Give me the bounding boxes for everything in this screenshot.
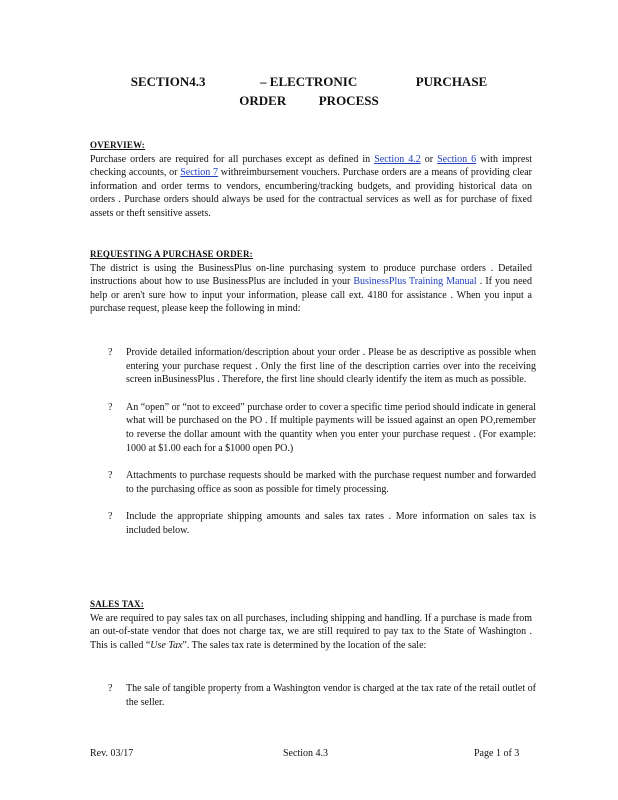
document-title-line1 — [0, 74, 618, 90]
overview-text-4: withreimbursement vouchers. Purchase orders are a means of providing clear information and order terms to vendors, encumbering/tracking budgets, and providing historical data on orders . Purchase orders should always be used for the contractual services as well as for purchase of fixed assets or theft sensitive assets. — [90, 167, 533, 219]
requesting-text-2: . If you need help or aren't sure how to input your information, please call ext. 4180 for assistance . When you input a purchase request, please keep the following in mind: — [90, 276, 532, 315]
bullet-text: Include the appropriate shipping amounts and sales tax rates . More information on sales tax is included below. — [126, 511, 536, 536]
requesting-heading: REQUESTING A PURCHASE ORDER: — [90, 249, 253, 259]
sales-tax-text-1: We are required to pay sales tax on all purchases, including shipping and handling. If a purchase is made from an out-of-state vendor that does not charge tax, we are still required to pay tax to the State of Washington . This is called “ — [90, 612, 532, 651]
title-section-number: SECTION4.3 — [130, 74, 206, 89]
footer-revision: Rev. 03/17 — [90, 748, 134, 759]
overview-text-2: or — [420, 153, 438, 165]
footer-section: Section 4.3 — [283, 748, 328, 759]
requesting-bullet-list — [108, 346, 536, 552]
overview-section — [90, 139, 532, 221]
footer-page-number: Page 1 of 3 — [474, 748, 520, 759]
bullet-marker: ? — [108, 401, 113, 413]
list-item — [108, 346, 536, 387]
sales-tax-section — [90, 598, 532, 652]
bullet-text: The sale of tangible property from a Washington vendor is charged at the tax rate of the retail outlet of the seller. — [126, 683, 536, 708]
list-item — [108, 682, 536, 709]
bullet-text: An “open” or “not to exceed” purchase order to cover a specific time period should indicate in general what will be purchased on the PO . If multiple payments will be issued against an open PO,remember to reverse the dollar amount with the quantity when you enter your purchase request . (For example: 1000 at $1.00 each for a $1000 open PO.) — [126, 401, 536, 454]
sales-tax-bullet-list — [108, 682, 536, 723]
document-title-line2 — [0, 93, 618, 109]
title-word-electronic: – ELECTRONIC — [260, 74, 358, 89]
overview-heading: OVERVIEW: — [90, 140, 145, 150]
bullet-marker: ? — [108, 347, 113, 358]
bullet-marker: ? — [108, 470, 113, 482]
requesting-text-1: The district is using the BusinessPlus on-line purchasing system to produce purchase orders . Detailed instructions about how to use BusinessPlus are included in your — [90, 262, 532, 288]
title-word-order: ORDER — [239, 93, 287, 108]
bullet-text: Provide detailed information/description about your order . Please be as descriptive as possible when entering your purchase request . Only the first line of the description carries over into the receiving screen inBusinessPlus . Therefore, the first line should clearly identify the item as much as possible. — [126, 347, 536, 386]
requesting-paragraph — [90, 262, 532, 316]
sales-tax-text-2: ”. The sales tax rate is determined by the location of the sale: — [182, 639, 427, 651]
overview-paragraph — [90, 153, 532, 221]
sales-tax-heading: SALES TAX: — [90, 599, 144, 609]
bullet-marker: ? — [108, 511, 113, 523]
title-word-process: PROCESS — [318, 93, 379, 108]
link-section-6[interactable]: Section 6 — [437, 153, 477, 165]
title-word-purchase: PURCHASE — [415, 74, 488, 89]
list-item — [108, 401, 536, 455]
link-section-4-2[interactable]: Section 4.2 — [374, 153, 421, 165]
sales-tax-paragraph — [90, 612, 532, 653]
bullet-marker: ? — [108, 683, 113, 694]
bullet-text: Attachments to purchase requests should be marked with the purchase request number and forwarded to the purchasing office as soon as possible for timely processing. — [126, 470, 536, 495]
requesting-section — [90, 248, 532, 316]
list-item — [108, 510, 536, 537]
overview-text-1: Purchase orders are required for all purchases except as defined in — [90, 153, 375, 165]
use-tax-term: Use Tax — [150, 639, 183, 651]
overview-text-3: with imprest checking accounts, or — [90, 153, 532, 179]
businessplus-manual-link[interactable]: BusinessPlus Training Manual — [353, 276, 477, 288]
link-section-7[interactable]: Section 7 — [180, 167, 219, 179]
list-item — [108, 469, 536, 496]
